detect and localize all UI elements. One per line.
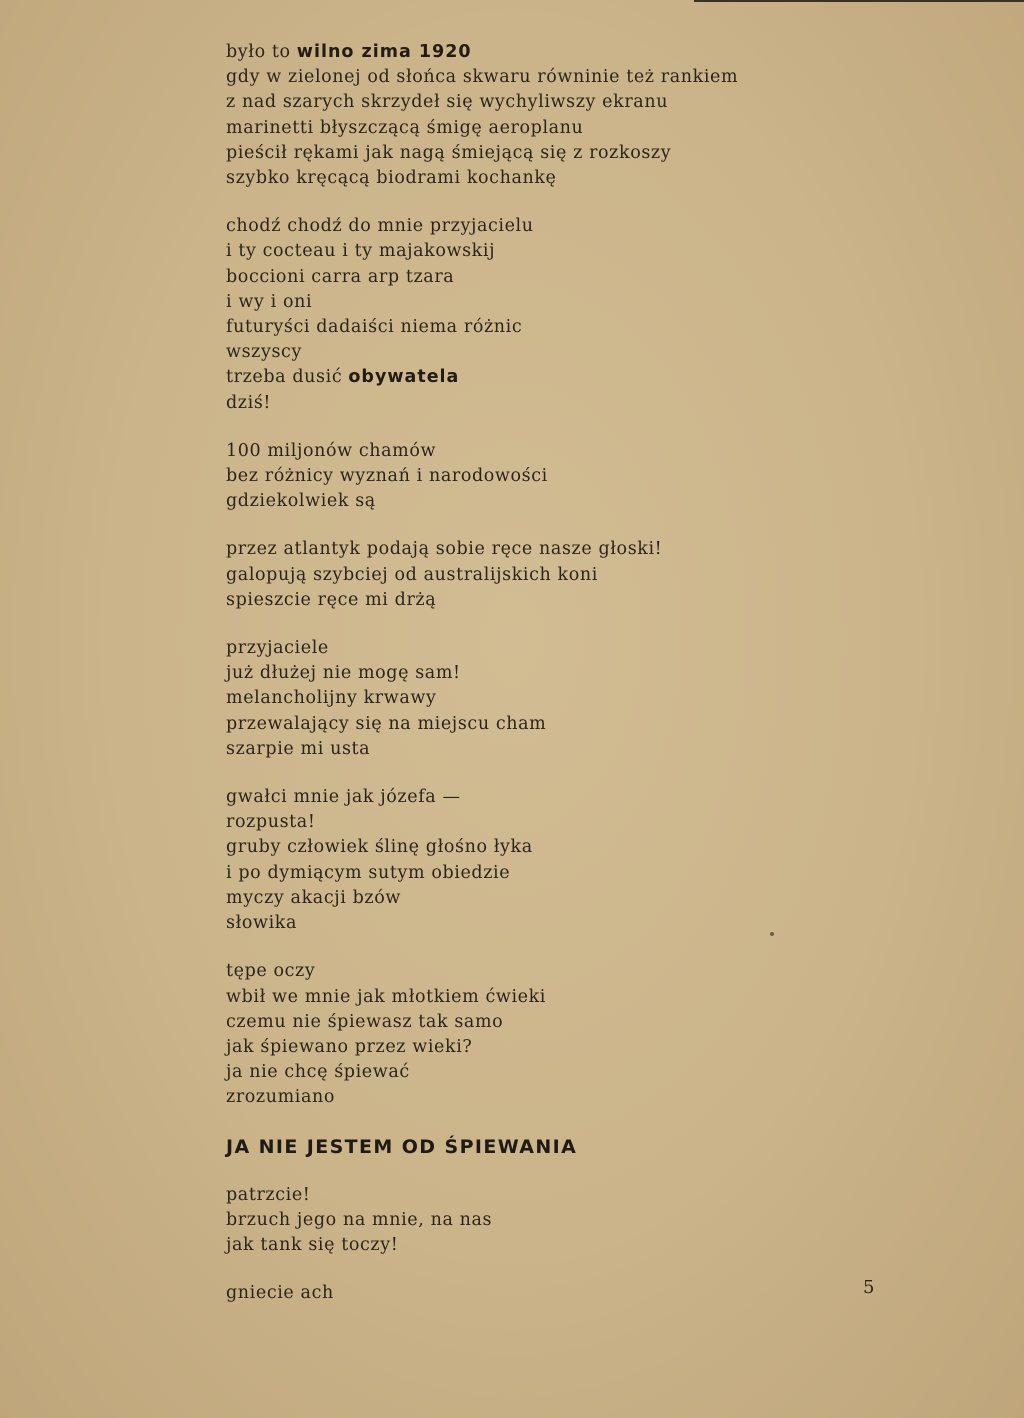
poem-line (226, 1281, 946, 1306)
poem-line (226, 439, 946, 464)
line-text: szybko kręcącą biodrami kochankę (226, 168, 557, 189)
emphasized-text: obywatela (348, 367, 460, 388)
top-edge-line (694, 0, 1024, 2)
poem-stanza (226, 785, 946, 936)
line-text: zrozumiano (226, 1087, 336, 1108)
line-text: i ty cocteau i ty majakowskij (226, 241, 496, 262)
poem-line (226, 1035, 946, 1060)
poem-line (226, 315, 946, 340)
poem-line (226, 985, 946, 1010)
poem-line (226, 785, 946, 810)
poem-line (226, 563, 946, 588)
line-text: przez atlantyk podają sobie ręce nasze głoski! (226, 539, 663, 560)
poem-line (226, 141, 946, 166)
poem-line (226, 40, 946, 65)
line-text: futuryści dadaiści niema różnic (226, 317, 523, 338)
poem-line (226, 636, 946, 661)
poem-line (226, 290, 946, 315)
poem-line (226, 365, 946, 390)
line-text: gruby człowiek ślinę głośno łyka (226, 837, 533, 858)
line-text: przewalający się na miejscu cham (226, 713, 547, 734)
poem-line (226, 464, 946, 489)
poem-line (226, 489, 946, 514)
poem-line (226, 835, 946, 860)
poem-line (226, 537, 946, 562)
line-text: gniecie ach (226, 1283, 334, 1304)
line-text: jak tank się toczy! (226, 1234, 399, 1255)
poem-stanza (226, 1183, 946, 1259)
line-text: rozpusta! (226, 812, 316, 833)
paper-speck (770, 932, 774, 936)
poem-line (226, 65, 946, 90)
line-text: i wy i oni (226, 291, 313, 312)
line-text: melancholijny krwawy (226, 688, 437, 709)
poem-line (226, 588, 946, 613)
poem-line (226, 239, 946, 264)
poem-line (226, 340, 946, 365)
line-text: wbił we mnie jak młotkiem ćwieki (226, 986, 547, 1007)
line-text: chodź chodź do mnie przyjacielu (226, 216, 534, 237)
line-text: słowika (226, 913, 298, 934)
line-text: trzeba dusić (226, 367, 349, 388)
poem-stanza (226, 214, 946, 416)
poem-line (226, 686, 946, 711)
line-text: marinetti błyszczącą śmigę aeroplanu (226, 117, 584, 138)
poem-line (226, 1010, 946, 1035)
line-text: gdy w zielonej od słońca skwaru równinie też rankiem (226, 67, 739, 88)
line-text: było to (226, 42, 297, 62)
page-number: 5 (863, 1277, 875, 1298)
line-text: galopują szybciej od australijskich koni (226, 564, 598, 585)
poem-line (226, 265, 946, 290)
line-text: tępe oczy (226, 961, 316, 982)
line-text: boccioni carra arp tzara (226, 266, 455, 287)
line-text: dziś! (226, 392, 272, 413)
poem-stanza (226, 40, 946, 191)
poem-line (226, 861, 946, 886)
poem-line (226, 1208, 946, 1233)
line-text: bez różnicy wyznań i narodowości (226, 466, 548, 487)
line-text: czemu nie śpiewasz tak samo (226, 1011, 504, 1032)
poem-line (226, 214, 946, 239)
poem-line (226, 1233, 946, 1258)
poem-line (226, 391, 946, 416)
line-text: myczy akacji bzów (226, 887, 401, 908)
poem-line (226, 959, 946, 984)
line-text: ja nie chcę śpiewać (226, 1062, 410, 1083)
poem-stanza (226, 959, 946, 1110)
poem-stanza (226, 537, 946, 613)
poem-line (226, 737, 946, 762)
line-text: 100 miljonów chamów (226, 440, 437, 461)
poem-line (226, 712, 946, 737)
line-text: gdziekolwiek są (226, 491, 376, 512)
line-text: wszyscy (226, 342, 302, 363)
poem-line (226, 886, 946, 911)
line-text: już dłużej nie mogę sam! (226, 663, 461, 684)
poem-line (226, 1134, 946, 1160)
line-text: patrzcie! (226, 1184, 311, 1205)
poem-line (226, 1183, 946, 1208)
poem-stanza (226, 439, 946, 515)
poem-line (226, 1085, 946, 1110)
poem-line (226, 166, 946, 191)
line-text: spieszcie ręce mi drżą (226, 589, 437, 610)
poem-line (226, 661, 946, 686)
poem-line (226, 90, 946, 115)
line-text: i po dymiącym sutym obiedzie (226, 862, 511, 883)
line-text: z nad szarych skrzydeł się wychyliwszy ekranu (226, 92, 669, 113)
line-text: przyjaciele (226, 638, 329, 659)
poem-stanza (226, 636, 946, 762)
line-text: brzuch jego na mnie, na nas (226, 1209, 493, 1230)
poem-line (226, 810, 946, 835)
emphasized-text: JA NIE JESTEM OD ŚPIEWANIA (226, 1135, 578, 1158)
poem-headline (226, 1134, 946, 1160)
poem-text (226, 40, 946, 1329)
line-text: jak śpiewano przez wieki? (226, 1036, 473, 1057)
poem-line (226, 1060, 946, 1085)
line-text: gwałci mnie jak józefa — (226, 787, 461, 808)
poem-line (226, 911, 946, 936)
line-text: pieścił rękami jak nagą śmiejącą się z rozkoszy (226, 142, 672, 163)
poem-stanza (226, 1281, 946, 1306)
line-text: szarpie mi usta (226, 738, 371, 759)
emphasized-text: wilno zima 1920 (296, 42, 472, 62)
poem-line (226, 116, 946, 141)
